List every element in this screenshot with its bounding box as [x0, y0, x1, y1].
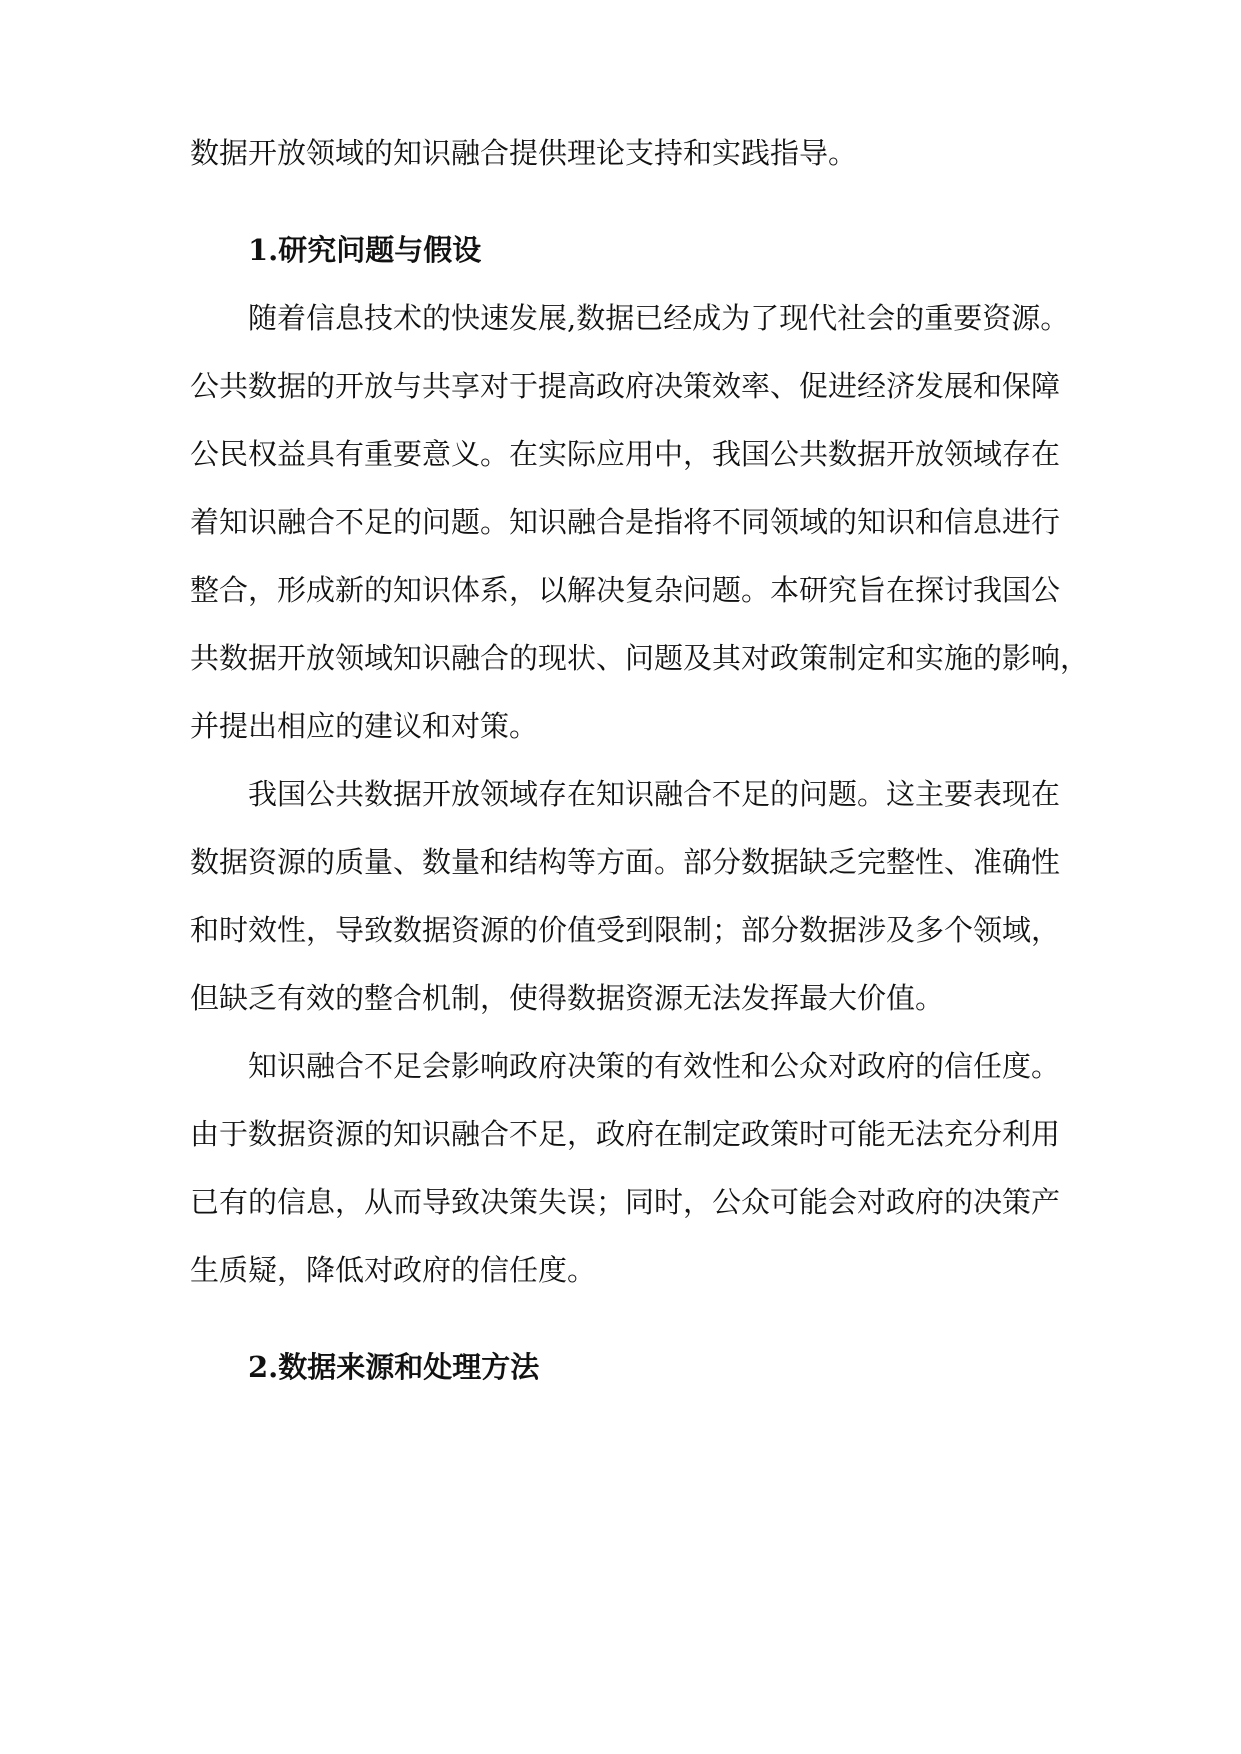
paragraph-2-line-4: 但缺乏有效的整合机制，使得数据资源无法发挥最大价值。 — [190, 981, 945, 1015]
paragraph-1-line-6: 共数据开放领域知识融合的现状、问题及其对政策制定和实施的影响， — [190, 641, 1090, 675]
paragraph-2-line-3: 和时效性，导致数据资源的价值受到限制；部分数据涉及多个领域， — [190, 913, 1061, 947]
paragraph-1-line-3: 公民权益具有重要意义。在实际应用中，我国公共数据开放领域存在 — [190, 437, 1061, 471]
intro-line-1: 数据开放领域的知识融合提供理论支持和实践指导。 — [190, 136, 858, 170]
paragraph-2-line-1: 我国公共数据开放领域存在知识融合不足的问题。这主要表现在 — [248, 777, 1061, 811]
paragraph-2-line-2: 数据资源的质量、数量和结构等方面。部分数据缺乏完整性、准确性 — [190, 845, 1061, 879]
paragraph-3-line-4: 生质疑，降低对政府的信任度。 — [190, 1253, 597, 1287]
paragraph-3-line-2: 由于数据资源的知识融合不足，政府在制定政策时可能无法充分利用 — [190, 1117, 1061, 1151]
paragraph-1-line-1: 随着信息技术的快速发展,数据已经成为了现代社会的重要资源。 — [248, 301, 1070, 335]
paragraph-3-line-1: 知识融合不足会影响政府决策的有效性和公众对政府的信任度。 — [248, 1049, 1061, 1083]
paragraph-1-line-4: 着知识融合不足的问题。知识融合是指将不同领域的知识和信息进行 — [190, 505, 1061, 539]
paragraph-1-line-7: 并提出相应的建议和对策。 — [190, 709, 539, 743]
paragraph-1-line-5: 整合，形成新的知识体系，以解决复杂问题。本研究旨在探讨我国公 — [190, 573, 1061, 607]
section-heading-1: 1.研究问题与假设 — [248, 233, 482, 267]
section-heading-2: 2.数据来源和处理方法 — [248, 1350, 540, 1384]
paragraph-3-line-3: 已有的信息，从而导致决策失误；同时，公众可能会对政府的决策产 — [190, 1185, 1061, 1219]
paragraph-1-line-2: 公共数据的开放与共享对于提高政府决策效率、促进经济发展和保障 — [190, 369, 1061, 403]
